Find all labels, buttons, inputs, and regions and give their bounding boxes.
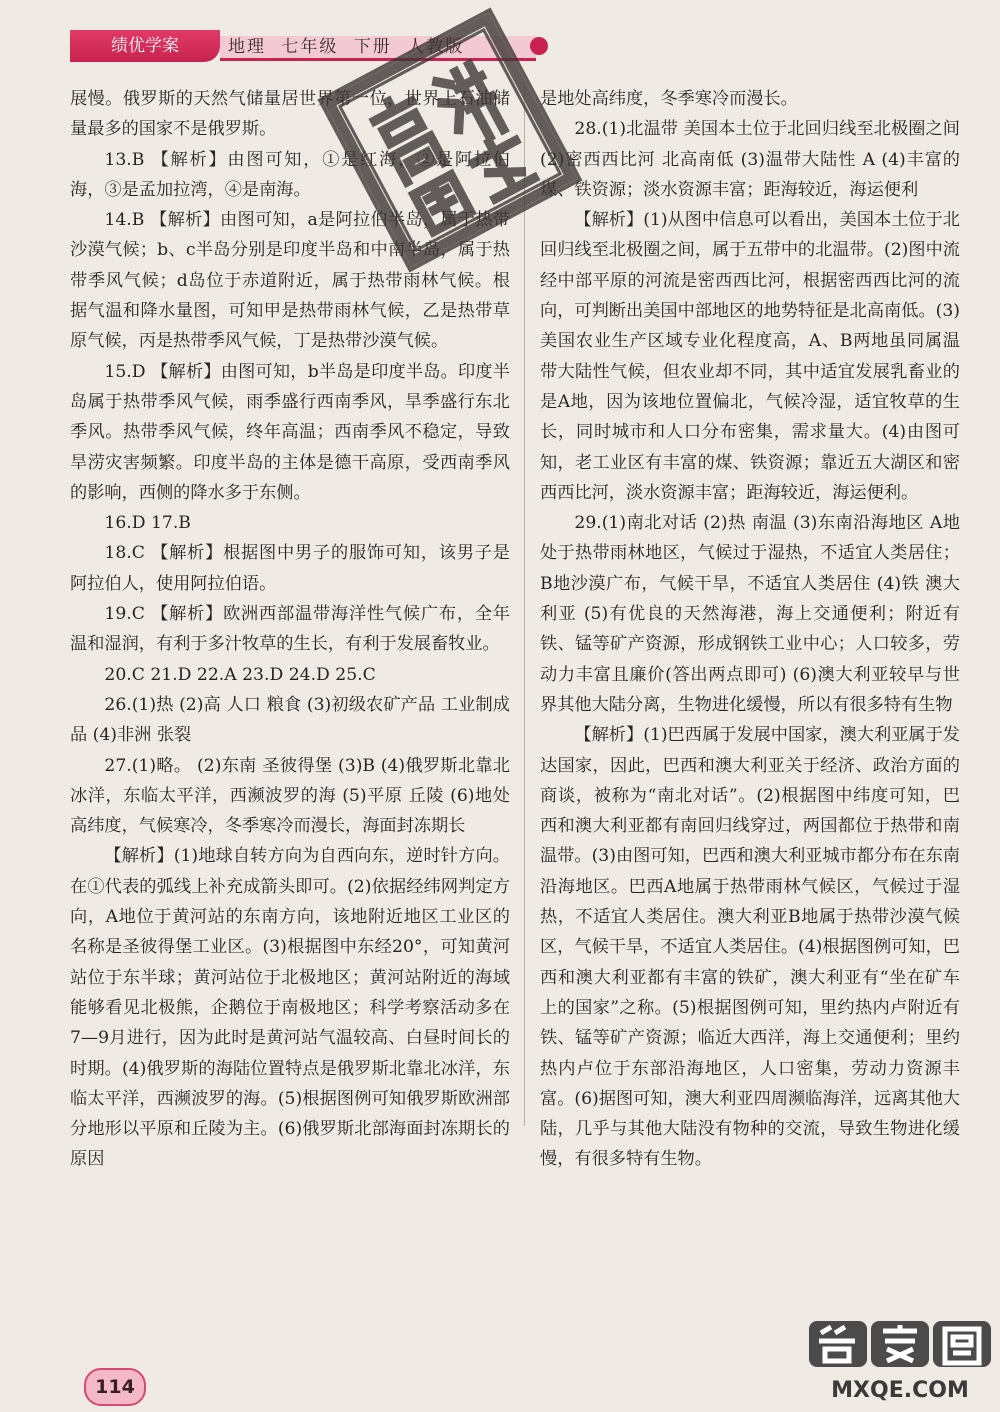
answer-paragraph: 14.B 【解析】由图可知，a是阿拉伯半岛，属于热带沙漠气候；b、c半岛分别是印度半岛和中南半岛，属于热带季风气候；d岛位于赤道附近，属于热带雨林气候。根据气温和降水量图，可知甲是热带雨林气候，乙是热带草原气候，丙是热带季风气候，丁是热带沙漠气候。 (70, 210, 510, 352)
right-column (540, 84, 960, 1175)
answer-paragraph: 29.(1)南北对话 (2)热 南温 (3)东南沿海地区 A地处于热带雨林地区，气候过于湿热，不适宜人类居住；B地沙漠广布，气候干旱，不适宜人类居住 (4)铁 澳大利亚 (5)有优良的天然海港，海上交通便利；附近有铁、锰等矿产资源，形成钢铁工业中心；人口较多，劳动力丰富且廉价(答出两点即可) (6)澳大利亚较早与世界其他大陆分离，生物进化缓慢，所以有很多特有生物 (540, 513, 960, 715)
analysis-paragraph: 【解析】(1)巴西属于发展中国家，澳大利亚属于发达国家，因此，巴西和澳大利亚关于经济、政治方面的商谈，被称为“南北对话”。(2)根据图中纬度可知，巴西和澳大利亚都有南回归线穿过，两国都位于热带和南温带。(3)由图可知，巴西和澳大利亚城市都分布在东南沿海地区。巴西A地属于热带雨林气候区，气候过于湿热，不适宜人类居住。澳大利亚B地属于热带沙漠气候区，气候干旱，不适宜人类居住。(4)根据图例可知，巴西和澳大利亚都有丰富的铁矿，澳大利亚有“坐在矿车上的国家”之称。(5)根据图例可知，里约热内卢附近有铁、锰等矿产资源；临近大西洋，海上交通便利；里约热内卢位于东部沿海地区，人口密集，劳动力资源丰富。(6)据图可知，澳大利亚四周濒临海洋，远离其他大陆，几乎与其他大陆没有物种的交流，导致生物进化缓慢，有很多特有生物。 (540, 725, 960, 1170)
analysis-paragraph: 【解析】(1)从图中信息可以看出，美国本土位于北回归线至北极圈之间，属于五带中的北温带。(2)图中流经中部平原的河流是密西西比河，根据密西西比河的流向，可判断出美国中部地区的地势特征是北高南低。(3)美国农业生产区域专业化程度高，A、B两地虽同属温带大陆性气候，但农业却不同，其中适宜发展乳畜业的是A地，因为该地位置偏北，气候冷湿，适宜牧草的生长，同时城市和人口分布密集，需求量大。(4)由图可知，老工业区有丰富的煤、铁资源；靠近五大湖区和密西西比河，淡水资源丰富；距海较近，海运便利。 (540, 210, 960, 503)
page-number: 114 (84, 1368, 146, 1406)
answer-paragraph: 15.D 【解析】由图可知，b半岛是印度半岛。印度半岛属于热带季风气候，雨季盛行西南季风，旱季盛行东北季风。热带季风气候，终年高温；西南季风不稳定，导致旱涝灾害频繁。印度半岛的主体是德干高原，受西南季风的影响，西侧的降水多于东侧。 (70, 361, 510, 503)
watermark-logo (805, 1315, 995, 1407)
header-dot (530, 37, 548, 55)
answer-paragraph: 18.C 【解析】根据图中男子的服饰可知，该男子是阿拉伯人，使用阿拉伯语。 (70, 543, 510, 594)
answer-paragraph: 27.(1)略。 (2)东南 圣彼得堡 (3)B (4)俄罗斯北靠北冰洋，东临太平洋，西濒波罗的海 (5)平原 丘陵 (6)地处高纬度，气候寒冷，冬季寒冷而漫长，海面封冻期长 (70, 755, 510, 837)
answer-paragraph: 13.B 【解析】由图可知，①是红海，②是阿拉伯海，③是孟加拉湾，④是南海。 (70, 149, 510, 200)
column-divider (524, 86, 525, 1126)
answer-paragraph: 是地处高纬度，冬季寒冷而漫长。 (540, 89, 798, 109)
answer-paragraph: 16.D 17.B (104, 513, 191, 534)
answer-paragraph: 展慢。俄罗斯的天然气储量居世界第一位，世界上石油储量最多的国家不是俄罗斯。 (70, 89, 510, 140)
brand-tab: 绩优学案 (70, 30, 220, 62)
answer-paragraph: 20.C 21.D 22.A 23.D 24.D 25.C (104, 664, 376, 685)
answer-paragraph: 26.(1)热 (2)高 人口 粮食 (3)初级农矿产品 工业制成品 (4)非洲 张裂 (70, 694, 510, 746)
answer-paragraph: 19.C 【解析】欧洲西部温带海洋性气候广布，全年温和湿润，有利于多汁牧草的生长，有利于发展畜牧业。 (70, 604, 510, 655)
analysis-paragraph: 【解析】(1)地球自转方向为自西向东，逆时针方向。在①代表的弧线上补充成箭头即可。(2)依据经纬网判定方向，A地位于黄河站的东南方向，该地附近地区工业区的名称是圣彼得堡工业区。(3)根据图中东经20°，可知黄河站位于东半球；黄河站位于北极地区；黄河站附近的海域能够看见北极熊，企鹅位于南极地区；科学考察活动多在7—9月进行，因为此时是黄河站气温较高、白昼时间长的时期。(4)俄罗斯的海陆位置特点是俄罗斯北靠北冰洋，东临太平洋，西濒波罗的海。(5)根据图例可知俄罗斯欧洲部分地形以平原和丘陵为主。(6)俄罗斯北部海面封冻期长的原因 (70, 846, 510, 1170)
subject-line: 地理 七年级 下册 人教版 (228, 37, 465, 57)
watermark-url: MXQE.COM (831, 1378, 969, 1403)
answer-paragraph: 28.(1)北温带 美国本土位于北回归线至北极圈之间 (2)密西西比河 北高南低 (3)温带大陆性 A (4)丰富的煤、铁资源；淡水资源丰富；距海较近，海运便利 (540, 119, 960, 200)
